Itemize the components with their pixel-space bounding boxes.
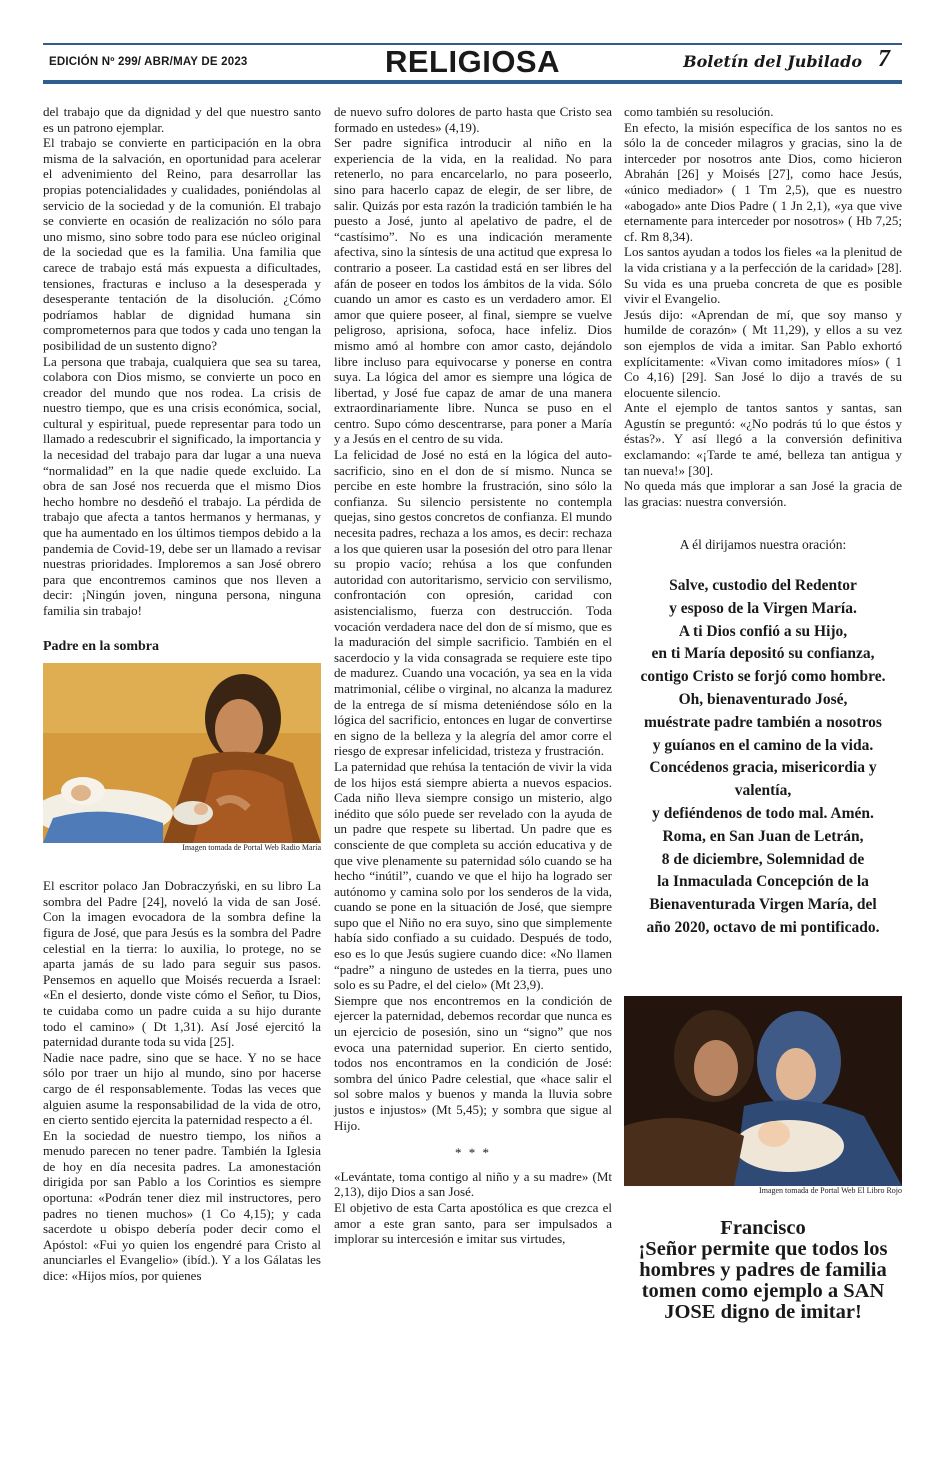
paragraph: El escritor polaco Jan Dobraczyński, en su libro La sombra del Padre [24], noveló la vida de san José. Con la imagen evocadora de la sombra define la figura de José, que para Jesús es la sombra del Padre celestial en la tierra: lo auxilia, lo protege, no se aparta jamás de su lado para seguir sus pasos. Pensemos en aquello que Moisés recuerda a Israel: «En el desierto, donde viste cómo el Señor, tu Dios, te cuidaba como un padre cuida a su hijo durante todo el camino» ( Dt 1,31). Así José ejercitó la paternidad durante toda su vida [25]. xyxy=(43,878,321,1050)
signature: Francisco xyxy=(720,1216,806,1239)
prayer-line: la Inmaculada Concepción de la xyxy=(657,873,869,891)
prayer-line: contigo Cristo se forjó como hombre. xyxy=(640,668,886,686)
edition-label: EDICIÓN Nº 299/ ABR/MAY DE 2023 xyxy=(49,56,248,68)
subheading-padre-en-la-sombra: Padre en la sombra xyxy=(43,638,160,654)
paragraph: Los santos ayudan a todos los fieles «a la plenitud de la vida cristiana y a la perfección de la caridad» [28]. Su vida es una prueba concreta de que es posible vivir el Evangelio. xyxy=(624,244,902,307)
prayer-line: Roma, en San Juan de Letrán, xyxy=(662,827,864,845)
paragraph: Ser padre significa introducir al niño en la experiencia de la vida, en la realidad. No para retenerlo, no para encarcelarlo, no para poseerlo, sino para hacerlo capaz de elegir, de ser libre, de salir. Quizás por esta razón la tradición también le ha puesto a José, junto al apelativo de padre, el de “castísimo”. No es una indicación meramente afectiva, sino la síntesis de una actitud que expresa lo contrario a poseer. La castidad está en ser libres del afán de poseer en todos los ámbitos de la vida. Sólo cuando un amor es casto es un verdadero amor. El amor que quiere poseer, al final, siempre se vuelve peligroso, aprisiona, sofoca, hace infeliz. Dios mismo amó al hombre con amor casto, dejándolo libre incluso para equivocarse y ponerse en contra suya. La lógica del amor es siempre una lógica de libertad, y José fue capaz de amar de una manera extraordinariamente libre. Nunca se puso en el centro. Supo cómo descentrarse, para poner a María y a Jesús en el centro de su vida. xyxy=(334,135,612,447)
prayer-intro: A él dirijamos nuestra oración: xyxy=(679,537,847,553)
page-number: 7 xyxy=(878,46,890,72)
prayer-line: y guíanos en el camino de la vida. xyxy=(652,736,874,754)
page-header xyxy=(43,43,902,85)
paragraph: Nadie nace padre, sino que se hace. Y no se hace sólo por traer un hijo al mundo, sino por hacerse cargo de él responsablemente. Todas las veces que alguien asume la responsabilidad de la vida de otro, en cierto sentido ejercita la paternidad respecto a él. xyxy=(43,1049,321,1128)
saint-joseph-illustration xyxy=(43,663,321,843)
paragraph: Jesús dijo: «Aprendan de mí, que soy manso y humilde de corazón» ( Mt 11,29), y ellos a su vez son ejemplos de vida a imitar. San Pablo exhortó explícitamente: «Vivan como imitadores míos» ( 1 Co 4,16) [29]. San José lo dijo a través de su elocuente silencio. xyxy=(624,306,902,400)
paragraph: La paternidad que rehúsa la tentación de vivir la vida de los hijos está siempre abierta a nuevos espacios. Cada niño lleva siempre consigo un misterio, algo inédito que sólo puede ser revelado con la ayuda de un padre que respete su libertad. Un padre que es consciente de que completa su acción educativa y de que vive plenamente su paternidad sólo cuando se ha hecho “inútil”, cuando ve que el hijo ha logrado ser autónomo y camina solo por los senderos de la vida, cuando se pone en la situación de José, que siempre supo que el Niño no era suyo, sino que simplemente había sido confiado a su cuidado. Después de todo, eso es lo que Jesús sugiere cuando dice: «No llamen “padre” a ninguno de ustedes en la tierra, pues uno solo es su Padre, el del cielo» (Mt 23,9). xyxy=(334,758,612,993)
holy-family-image xyxy=(624,996,902,1186)
prayer-line: Oh, bienaventurado José, xyxy=(678,691,848,709)
holy-family-illustration xyxy=(624,996,902,1186)
paragraph: En la sociedad de nuestro tiempo, los niños a menudo parecen no tener padre. También la Iglesia de hoy en día necesita padres. La amonestación dirigida por san Pablo a los Corintios es siempre oportuna: «Podrán tener diez mil instructores, pero padres no tienen muchos» (1 Co 4,15); y cada sacerdote u obispo debería poder decir como el Apóstol: «Fui yo quien los engendré para Cristo al anunciarles el Evangelio» (ibíd.). Y a los Gálatas les dice: «Hijos míos, por quienes xyxy=(43,1127,321,1284)
section-title: RELIGIOSA xyxy=(384,44,560,79)
section-separator: * * * xyxy=(455,1145,491,1161)
column-2 xyxy=(334,104,612,1247)
closing-exhortation: ¡Señor permite que todos los hombres y padres de familia tomen como ejemplo a SAN JOSE digno de imitar! xyxy=(638,1237,888,1323)
prayer-line: y defiéndenos de todo mal. Amén. xyxy=(652,805,874,822)
column-1 xyxy=(43,104,321,1284)
prayer-line: en ti María depositó su confianza, xyxy=(651,645,875,663)
paragraph: «Levántate, toma contigo al niño y a su madre» (Mt 2,13), dijo Dios a san José. xyxy=(334,1168,612,1200)
paragraph: No queda más que implorar a san José la gracia de las gracias: nuestra conversión. xyxy=(624,478,902,509)
newspaper-name: Boletín del Jubilado xyxy=(683,52,862,71)
paragraph: La felicidad de José no está en la lógica del auto-sacrificio, sino en el don de sí mismo. Nunca se percibe en este hombre la frustración, sino sólo la confianza. Su silencio persistente no contempla quejas, sino gestos concretos de confianza. El mundo necesita padres, rechaza a los amos, es decir: rechaza a los que quieren usar la posesión del otro para llenar su propio vacío; rehúsa a los que confunden autoridad con autoritarismo, servicio con servilismo, confrontación con opresión, caridad con asistencialismo, fuerza con destrucción. Toda vocación verdadera nace del don de sí mismo, que es la maduración del simple sacrificio. También en el sacerdocio y la vida consagrada se requiere este tipo de madurez. Cuando una vocación, ya sea en la vida matrimonial, célibe o virginal, no alcanza la madurez de la entrega de sí misma deteniéndose sólo en la lógica del sacrificio, entonces en lugar de convertirse en signo de la belleza y la alegría del amor corre el riesgo de expresar infelicidad, tristeza y frustración. xyxy=(334,447,612,759)
paragraph: En efecto, la misión específica de los santos no es sólo la de conceder milagros y gracias, sino la de interceder por nosotros ante Dios, como hicieron Abrahán [26] y Moisés [27], como hace Jesús, «único mediador» ( 1 Tm 2,5), que es nuestro «abogado» ante Dios Padre ( 1 Jn 2,1), «ya que vive eternamente para interceder por nosotros» ( Hb 7,25; cf. Rm 8,34). xyxy=(624,119,902,244)
saint-joseph-image xyxy=(43,663,321,843)
prayer-line: Bienaventurada Virgen María, del xyxy=(649,896,877,914)
image-caption: Imagen tomada de Portal Web El Libro Rojo xyxy=(759,1185,902,1195)
paragraph: de nuevo sufro dolores de parto hasta que Cristo sea formado en ustedes» (4,19). xyxy=(334,104,612,135)
prayer-line: y esposo de la Virgen María. xyxy=(669,599,857,617)
paragraph: El trabajo se convierte en participación en la obra misma de la salvación, en oportunidad para acelerar el advenimiento del Reino, para desarrollar las propias potencialidades y cualidades, poniéndolas al servicio de la sociedad y de la comunión. El trabajo se convierte en ocasión de realización no sólo para uno mismo, sino sobre todo para ese núcleo original de la sociedad que es la familia. Una familia que carece de trabajo está más expuesta a dificultades, tensiones, fracturas e incluso a la desesperada y desesperante tentación de la disolución. ¿Cómo podríamos hablar de dignidad humana sin comprometernos para que todos y cada uno tengan la posibilidad de un sustento digno? xyxy=(43,135,321,353)
image-caption: Imagen tomada de Portal Web Radio María xyxy=(182,843,321,853)
prayer-line: 8 de diciembre, Solemnidad de xyxy=(661,850,865,868)
prayer-line: A ti Dios confió a su Hijo, xyxy=(678,622,848,640)
prayer-line: Salve, custodio del Redentor xyxy=(669,577,857,595)
paragraph: Ante el ejemplo de tantos santos y santas, san Agustín se preguntó: «¿No podrás tú lo que éstos y éstas?». Y así llegó a la conversión definitiva exclamando: «¡Tarde te amé, belleza tan antigua y tan nueva!» [30]. xyxy=(624,400,902,478)
column-3 xyxy=(624,104,902,1323)
prayer-line: Concédenos gracia, misericordia y valentía, xyxy=(649,759,877,800)
prayer-line: muéstrate padre también a nosotros xyxy=(644,713,882,731)
paragraph: La persona que trabaja, cualquiera que sea su tarea, colabora con Dios mismo, se convierte un poco en creador del mundo que nos rodea. La crisis de nuestro tiempo, que es una crisis económica, social, cultural y espiritual, puede representar para todo un llamado a redescubrir el significado, la importancia y la necesidad del trabajo para dar lugar a una nueva “normalidad” en la que nadie quede excluido. La obra de san José nos recuerda que el mismo Dios hecho hombre no desdeñó el trabajo. La pérdida de trabajo que afecta a tantos hermanos y hermanas, y que ha aumentado en los últimos tiempos debido a la pandemia de Covid-19, debe ser un llamado a revisar nuestras prioridades. Imploremos a san José obrero para que encontremos caminos que nos lleven a decir: ¡Ningún joven, ninguna persona, ninguna familia sin trabajo! xyxy=(43,353,321,618)
closing-message xyxy=(624,1218,902,1323)
prayer-text xyxy=(624,575,902,940)
paragraph: El objetivo de esta Carta apostólica es que crezca el amor a este gran santo, para ser impulsados a implorar su intercesión e imitar sus virtudes, xyxy=(334,1199,612,1247)
paragraph: del trabajo que da dignidad y del que nuestro santo es un patrono ejemplar. xyxy=(43,104,321,135)
prayer-line: año 2020, octavo de mi pontificado. xyxy=(646,918,880,936)
paragraph: como también su resolución. xyxy=(624,104,774,119)
paragraph: Siempre que nos encontremos en la condición de ejercer la paternidad, debemos recordar que nunca es un ejercicio de posesión, sino un “signo” que nos evoca una paternidad superior. En cierto sentido, todos nos encontramos en la condición de José: sombra del único Padre celestial, que «hace salir el sol sobre malos y buenos y manda la lluvia sobre justos e injustos» (Mt 5,45); y sombra que sigue al Hijo. xyxy=(334,992,612,1133)
header-bottom-rule xyxy=(43,80,902,84)
